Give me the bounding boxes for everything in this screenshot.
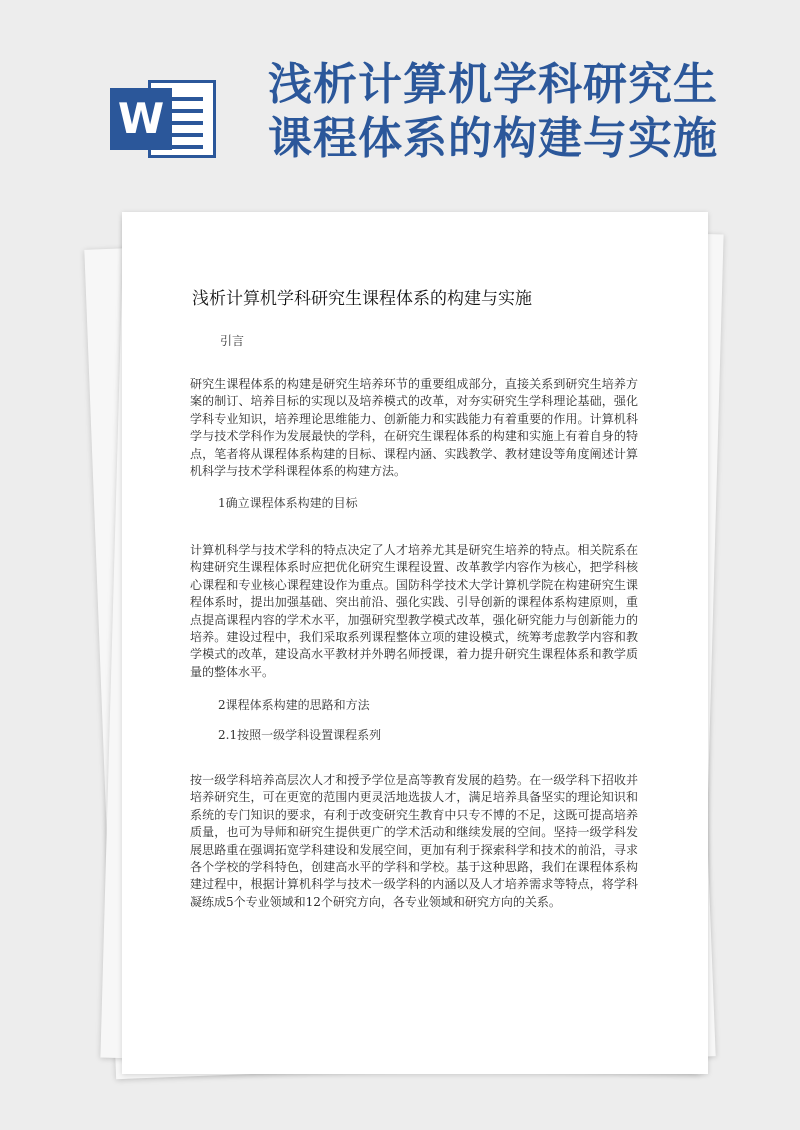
document-page (122, 212, 708, 1074)
intro-heading: 引言 (220, 334, 245, 348)
word-document-icon (110, 74, 220, 164)
document-title: 浅析计算机学科研究生课程体系的构建与实施 (192, 289, 532, 309)
banner-title (268, 58, 768, 166)
paragraph-intro: 研究生课程体系的构建是研究生培养环节的重要组成部分，直接关系到研究生培养方案的制订、培养目标的实现以及培养模式的改革，对夯实研究生学科理论基础，强化学科专业知识，培养理论思维能力、创新能力和实践能力有着重要的作用。计算机科学与技术学科作为发展最快的学科，在研究生课程体系的构建和实施上有着自身的特点，笔者将从课程体系构建的目标、课程内涵、实践教学、教材建设等角度阐述计算机科学与技术学科课程体系的构建方法。 (190, 377, 638, 479)
word-w-badge: W (110, 88, 172, 150)
banner-title-line2: 课程体系的构建与实施 (268, 113, 718, 164)
section-heading-1: 1确立课程体系构建的目标 (218, 496, 358, 510)
section-heading-2: 2课程体系构建的思路和方法 (218, 698, 370, 712)
paragraph-section-1: 计算机科学与技术学科的特点决定了人才培养尤其是研究生培养的特点。相关院系在构建研究生课程体系时应把优化研究生课程设置、改革教学内容作为核心，把学科核心课程和专业核心课程建设作为重点。国防科学技术大学计算机学院在构建研究生课程体系时，提出加强基础、突出前沿、强化实践、引导创新的课程体系构建原则，重点提高课程内容的学术水平，加强研究型教学模式改革，强化研究能力与创新能力的培养。建设过程中，我们采取系列课程整体立项的建设模式，统筹考虑教学内容和教学模式的改革，建设高水平教材并外聘名师授课，着力提升研究生课程体系和教学质量的整体水平。 (190, 543, 638, 679)
paragraph-section-2-1: 按一级学科培养高层次人才和授予学位是高等教育发展的趋势。在一级学科下招收并培养研究生，可在更宽的范围内更灵活地选拔人才，满足培养具备坚实的理论知识和系统的专门知识的要求，有利于改变研究生教育中只专不博的不足，这既可提高培养质量，也可为导师和研究生提供更广的学术活动和继续发展的空间。坚持一级学科发展思路重在强调拓宽学科建设和发展空间，更加有利于探索科学和技术的前沿，寻求各个学校的学科特色，创建高水平的学科和学校。基于这种思路，我们在课程体系构建过程中，根据计算机科学与技术一级学科的内涵以及人才培养需求等特点，将学科凝练成5个专业领域和12个研究方向，各专业领域和研究方向的关系。 (190, 773, 638, 909)
banner-title-line1: 浅析计算机学科研究生 (268, 59, 718, 110)
banner (0, 0, 800, 210)
section-heading-2-1: 2.1按照一级学科设置课程系列 (218, 728, 382, 742)
